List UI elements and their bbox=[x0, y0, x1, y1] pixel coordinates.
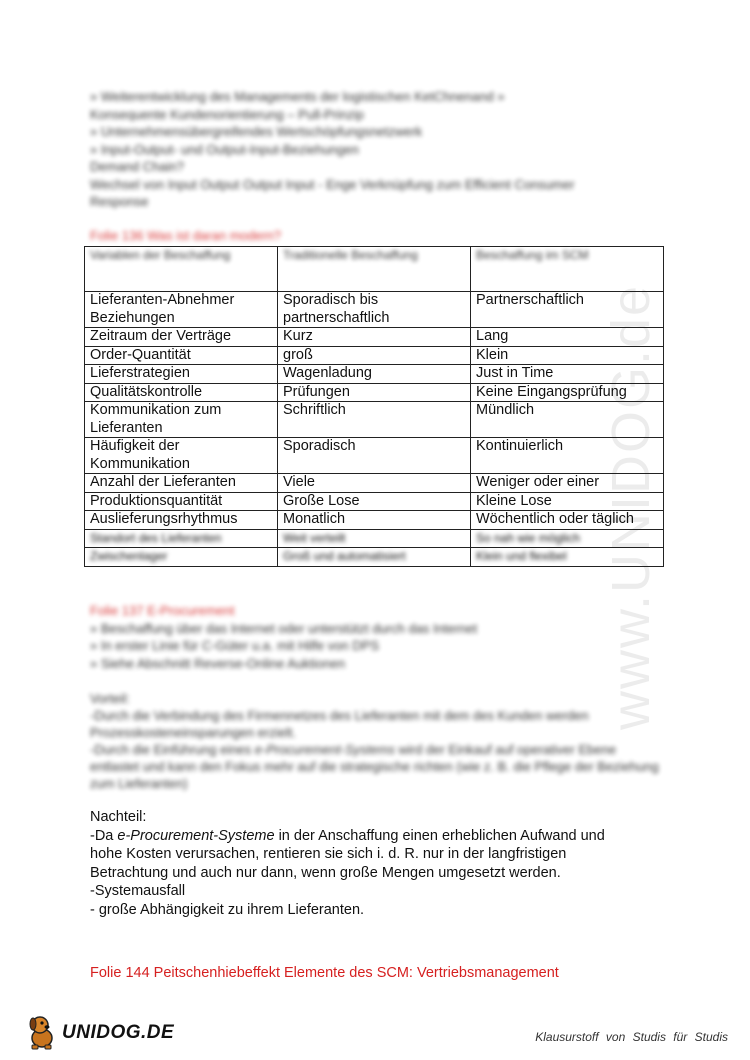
table-row bbox=[85, 365, 664, 384]
header-cell: Traditionelle Beschaffung bbox=[278, 247, 471, 292]
table-cell: Kurz bbox=[278, 328, 471, 347]
intro-line: Response bbox=[90, 194, 149, 209]
table-row bbox=[85, 492, 664, 511]
table-cell: Sporadisch bis partnerschaftlich bbox=[278, 292, 471, 328]
header-cell: Beschaffung im SCM bbox=[471, 247, 664, 292]
vorteil-line: -Durch die Einführung eines e-Procurement-Systems wird der Einkauf auf operativer Ebene entlastet und kann den Fokus mehr auf die strategische richten (wie z. B. die Pflege der Beziehung zum Lieferanten) bbox=[90, 742, 659, 791]
table-cell: Anzahl der Lieferanten bbox=[85, 474, 278, 493]
footer-logo[interactable] bbox=[22, 1010, 175, 1050]
intro-line: Wechsel von Input Output Output Input - Enge Verknüpfung zum Efficient Consumer bbox=[90, 176, 575, 192]
table-row bbox=[85, 346, 664, 365]
comparison-table bbox=[84, 246, 664, 567]
table-cell: Lieferanten-Abnehmer Beziehungen bbox=[85, 292, 278, 328]
table-row bbox=[85, 474, 664, 493]
table-cell: Groß und automatisiert bbox=[278, 548, 471, 567]
table-cell: Monatlich bbox=[278, 511, 471, 530]
vorteil-section bbox=[90, 690, 665, 792]
table-cell: Zeitraum der Verträge bbox=[85, 328, 278, 347]
intro-line: Demand Chain? bbox=[90, 159, 184, 174]
table-cell: Standort des Lieferanten bbox=[85, 529, 278, 548]
table-cell: Weniger oder einer bbox=[471, 474, 664, 493]
intro-line: » Weiterentwicklung des Managements der logistischen KetChnenand » bbox=[90, 89, 505, 104]
nachteil-heading: Nachteil: bbox=[90, 809, 147, 825]
intro-line: » Input-Output- und Output-Input-Beziehungen bbox=[90, 141, 359, 157]
table-row bbox=[85, 529, 664, 548]
table-cell: Kommunikation zum Lieferanten bbox=[85, 402, 278, 438]
table-cell: Kleine Lose bbox=[471, 492, 664, 511]
bullet-item: » In erster Linie für C-Güter u.a. mit Hilfe von DPS bbox=[90, 638, 379, 653]
table-cell: Mündlich bbox=[471, 402, 664, 438]
vorteil-heading: Vorteil: bbox=[90, 691, 130, 706]
nachteil-line: Betrachtung und auch nur dann, wenn große Mengen umgesetzt werden. bbox=[90, 864, 561, 881]
slide-144-title: Folie 144 Peitschenhiebeffekt Elemente des SCM: Vertriebsmanagement bbox=[90, 965, 559, 981]
table-row bbox=[85, 548, 664, 567]
watermark: www.UNIDOG.de bbox=[601, 283, 661, 730]
table-cell: Order-Quantität bbox=[85, 346, 278, 365]
table-cell: Wöchentlich oder täglich bbox=[471, 511, 664, 530]
footer-tagline: Klausurstoff von Studis für Studis bbox=[535, 1030, 728, 1044]
table-cell: Kontinuierlich bbox=[471, 438, 664, 474]
table-row bbox=[85, 292, 664, 328]
nachteil-line: - große Abhängigkeit zu ihrem Lieferanten. bbox=[90, 901, 365, 918]
table-row bbox=[85, 383, 664, 402]
table-cell: Weit verteilt bbox=[278, 529, 471, 548]
table-cell: Viele bbox=[278, 474, 471, 493]
table-cell: Wagenladung bbox=[278, 365, 471, 384]
table-cell: Prüfungen bbox=[278, 383, 471, 402]
nachteil-line: -Da e-Procurement-Systeme in der Anschaffung einen erheblichen Aufwand und bbox=[90, 827, 605, 844]
table-header-row bbox=[85, 247, 664, 292]
slide-136-title: Folie 136 Was ist daran modern? bbox=[90, 228, 282, 243]
table-row bbox=[85, 402, 664, 438]
brand-name: UNIDOG.DE bbox=[62, 1022, 175, 1043]
table-cell: Klein bbox=[471, 346, 664, 365]
table-cell: Zwischenlager bbox=[85, 548, 278, 567]
table-cell: Produktionsquantität bbox=[85, 492, 278, 511]
table-cell: Lang bbox=[471, 328, 664, 347]
bullet-item: » Beschaffung über das Internet oder unterstützt durch das Internet bbox=[90, 620, 478, 636]
nachteil-line: hohe Kosten verursachen, rentieren sie sich i. d. R. nur in der langfristigen bbox=[90, 846, 567, 862]
table-cell: Schriftlich bbox=[278, 402, 471, 438]
slide-137-section bbox=[90, 602, 670, 672]
table-cell: Häufigkeit der Kommunikation bbox=[85, 438, 278, 474]
table-cell: Just in Time bbox=[471, 365, 664, 384]
table-row bbox=[85, 511, 664, 530]
table-cell: Qualitätskontrolle bbox=[85, 383, 278, 402]
table-cell: Auslieferungsrhythmus bbox=[85, 511, 278, 530]
table-cell: Lieferstrategien bbox=[85, 365, 278, 384]
nachteil-line: -Systemausfall bbox=[90, 883, 186, 899]
table-cell: Große Lose bbox=[278, 492, 471, 511]
table-cell: Keine Eingangsprüfung bbox=[471, 383, 664, 402]
slide-137-title: Folie 137 E-Procurement bbox=[90, 603, 235, 618]
table-cell: Klein und flexibel bbox=[471, 548, 664, 567]
table-cell: groß bbox=[278, 346, 471, 365]
nachteil-section bbox=[90, 808, 670, 919]
intro-text bbox=[90, 88, 670, 211]
table-cell: So nah wie möglich bbox=[471, 529, 664, 548]
bullet-item: » Siehe Abschnitt Reverse-Online Auktionen bbox=[90, 655, 346, 671]
vorteil-line: -Durch die Verbindung des Firmennetzes des Lieferanten mit dem des Kunden werden Prozesskosteneinsparungen erzielt. bbox=[90, 708, 589, 740]
intro-line: Konsequente Kundenorientierung – Pull-Prinzip bbox=[90, 106, 364, 122]
header-cell: Variablen der Beschaffung bbox=[85, 247, 278, 292]
table-row bbox=[85, 438, 664, 474]
table-cell: Partnerschaftlich bbox=[471, 292, 664, 328]
intro-line: » Unternehmensübergreifendes Wertschöpfungsnetzwerk bbox=[90, 124, 423, 139]
dog-icon bbox=[22, 1012, 62, 1052]
table-row bbox=[85, 328, 664, 347]
table-cell: Sporadisch bbox=[278, 438, 471, 474]
